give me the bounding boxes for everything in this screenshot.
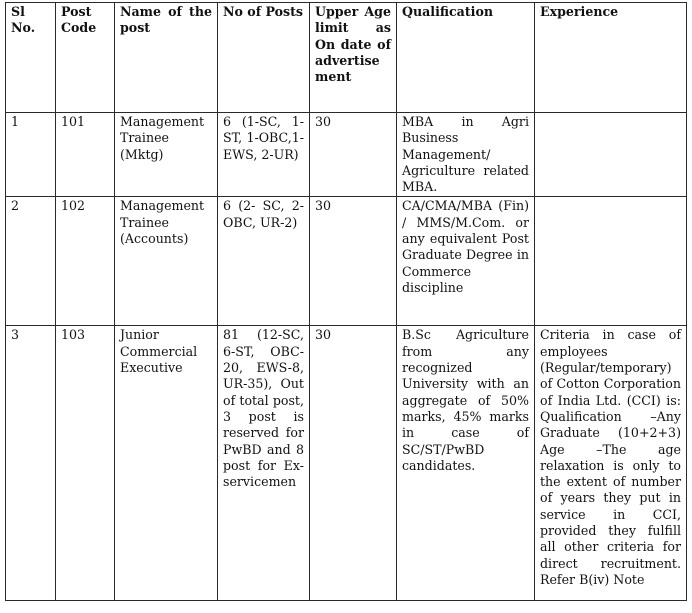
header-row	[6, 3, 687, 113]
header-no-of-posts: No of Posts	[218, 3, 310, 113]
cell-age-limit: 30	[310, 113, 397, 197]
cell-age-limit: 30	[310, 326, 397, 601]
recruitment-table-wrapper	[5, 2, 687, 601]
cell-qualification: B.Sc Agriculture from any recognized University with an aggregate of 50% marks, 45% marks in case of SC/ST/PwBD candidates.	[397, 326, 535, 601]
cell-sl-no: 3	[6, 326, 56, 601]
cell-qualification: MBA in Agri Business Management/ Agriculture related MBA.	[397, 113, 535, 197]
header-experience: Experience	[535, 3, 687, 113]
cell-experience	[535, 113, 687, 197]
table-row	[6, 197, 687, 326]
cell-experience	[535, 197, 687, 326]
header-post-code: Post Code	[56, 3, 115, 113]
cell-post-code: 102	[56, 197, 115, 326]
recruitment-table	[5, 2, 687, 601]
cell-experience: Criteria in case of employees (Regular/temporary) of Cotton Corporation of India Ltd. (CCI) is: Qualification –Any Graduate (10+2+3) Age –The age relaxation is only to the extent of number of years they put in service in CCI, provided they fulfill all other criteria for direct recruitment. Refer B(iv) Note	[535, 326, 687, 601]
header-upper-age-limit: Upper Age limit as On date of advertisement	[310, 3, 397, 113]
table-row	[6, 326, 687, 601]
table-row	[6, 113, 687, 197]
header-sl-no: Sl No.	[6, 3, 56, 113]
cell-no-of-posts: 6 (1-SC, 1-ST, 1-OBC,1-EWS, 2-UR)	[218, 113, 310, 197]
cell-no-of-posts: 81 (12-SC, 6-ST, OBC-20, EWS-8, UR-35), Out of total post, 3 post is reserved for PwBD and 8 post for Ex-servicemen	[218, 326, 310, 601]
cell-age-limit: 30	[310, 197, 397, 326]
cell-post-name: Management Trainee (Accounts)	[115, 197, 218, 326]
cell-post-name: Management Trainee (Mktg)	[115, 113, 218, 197]
cell-post-code: 103	[56, 326, 115, 601]
cell-sl-no: 1	[6, 113, 56, 197]
cell-post-code: 101	[56, 113, 115, 197]
cell-sl-no: 2	[6, 197, 56, 326]
cell-post-name: Junior Commercial Executive	[115, 326, 218, 601]
header-name-of-post: Name of the post	[115, 3, 218, 113]
cell-no-of-posts: 6 (2- SC, 2-OBC, UR-2)	[218, 197, 310, 326]
cell-qualification: CA/CMA/MBA (Fin) / MMS/M.Com. or any equivalent Post Graduate Degree in Commerce discipline	[397, 197, 535, 326]
header-qualification: Qualification	[397, 3, 535, 113]
